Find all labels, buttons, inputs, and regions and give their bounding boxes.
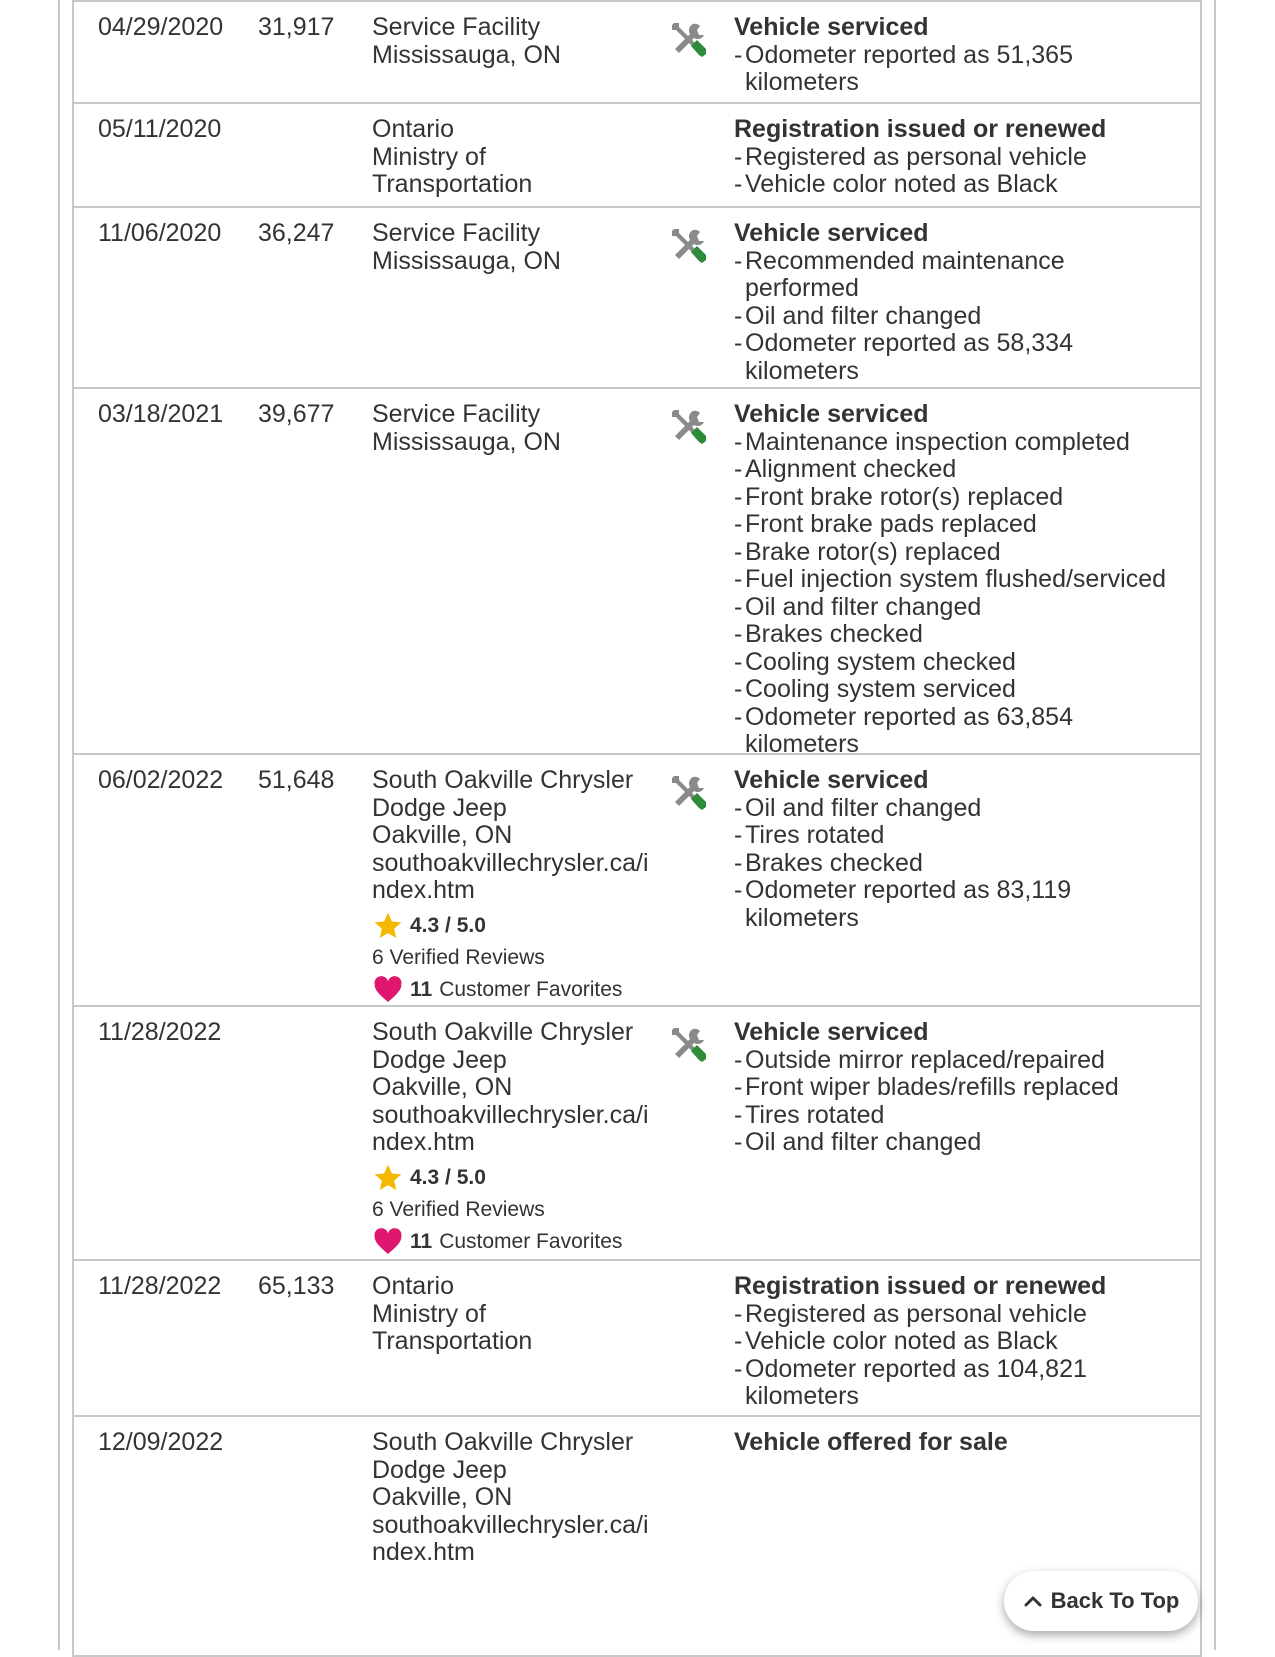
source-website-link[interactable]: southoakvillechrysler.ca/index.htm bbox=[372, 1510, 649, 1566]
record-detail-item: - Tires rotated bbox=[734, 1102, 1184, 1130]
record-detail-item: - Registered as personal vehicle bbox=[734, 144, 1184, 172]
source-line: South Oakville Chrysler Dodge Jeep bbox=[372, 1428, 634, 1484]
verified-reviews-link[interactable]: 6 Verified Reviews bbox=[372, 1197, 545, 1221]
rating-score: 4.3 / 5.0 bbox=[410, 913, 486, 937]
star-icon bbox=[372, 1162, 404, 1194]
record-detail-list bbox=[734, 144, 1184, 199]
record-detail-item: - Oil and filter changed bbox=[734, 303, 1184, 331]
record-source bbox=[372, 1019, 654, 1259]
source-line: Transportation bbox=[372, 170, 533, 198]
record-date: 04/29/2020 bbox=[98, 13, 224, 41]
source-line: Mississauga, ON bbox=[372, 246, 561, 275]
source-line: Mississauga, ON bbox=[372, 427, 561, 456]
record-detail-item: - Recommended maintenance performed bbox=[734, 248, 1184, 303]
record-source bbox=[372, 116, 654, 199]
history-record-row bbox=[74, 104, 1200, 208]
record-details bbox=[734, 14, 1184, 97]
record-odometer: 51,648 bbox=[258, 766, 335, 794]
customer-favorites[interactable] bbox=[372, 973, 654, 1007]
record-date: 06/02/2022 bbox=[98, 766, 224, 794]
record-details bbox=[734, 1273, 1184, 1411]
record-detail-item: - Front brake pads replaced bbox=[734, 511, 1184, 539]
back-to-top-button[interactable] bbox=[1004, 1571, 1198, 1631]
verified-reviews-link[interactable]: 6 Verified Reviews bbox=[372, 945, 545, 969]
record-source bbox=[372, 1429, 654, 1567]
record-odometer: 39,677 bbox=[258, 400, 335, 428]
record-detail-list bbox=[734, 429, 1184, 759]
record-details bbox=[734, 116, 1184, 199]
record-detail-item: - Brake rotor(s) replaced bbox=[734, 539, 1184, 567]
record-odometer: 65,133 bbox=[258, 1272, 335, 1300]
record-details bbox=[734, 401, 1184, 759]
source-line: Ontario bbox=[372, 1272, 454, 1300]
service-tools-icon bbox=[669, 20, 709, 60]
back-to-top-label: Back To Top bbox=[1050, 1588, 1180, 1613]
rating-score: 4.3 / 5.0 bbox=[410, 1165, 486, 1189]
record-event-title: Vehicle serviced bbox=[734, 1018, 929, 1046]
record-detail-item: - Registered as personal vehicle bbox=[734, 1301, 1184, 1329]
history-record-row bbox=[74, 0, 1200, 104]
record-event-title: Vehicle serviced bbox=[734, 219, 929, 247]
customer-favorites[interactable] bbox=[372, 1225, 654, 1259]
record-detail-item: - Outside mirror replaced/repaired bbox=[734, 1047, 1184, 1075]
history-record-row bbox=[74, 208, 1200, 389]
record-detail-item: - Brakes checked bbox=[734, 621, 1184, 649]
record-date: 03/18/2021 bbox=[98, 400, 224, 428]
record-detail-list bbox=[734, 795, 1184, 933]
record-odometer: 31,917 bbox=[258, 13, 335, 41]
record-detail-list bbox=[734, 1301, 1184, 1411]
record-detail-item: - Odometer reported as 104,821 kilometers bbox=[734, 1356, 1184, 1411]
record-detail-item: - Odometer reported as 58,334 kilometers bbox=[734, 330, 1184, 385]
record-detail-item: - Odometer reported as 51,365 kilometers bbox=[734, 42, 1184, 97]
source-line: Oakville, ON bbox=[372, 1073, 513, 1101]
source-line: Service Facility bbox=[372, 219, 541, 247]
history-record-row bbox=[74, 755, 1200, 1007]
record-event-title: Vehicle serviced bbox=[734, 400, 929, 428]
source-line: South Oakville Chrysler Dodge Jeep bbox=[372, 766, 634, 822]
source-line: Ministry of bbox=[372, 142, 486, 171]
record-detail-item: - Oil and filter changed bbox=[734, 594, 1184, 622]
record-detail-list bbox=[734, 42, 1184, 97]
record-detail-list bbox=[734, 248, 1184, 386]
service-tools-icon bbox=[669, 226, 709, 266]
service-tools-icon bbox=[669, 773, 709, 813]
record-detail-item: - Cooling system serviced bbox=[734, 676, 1184, 704]
source-line: Oakville, ON bbox=[372, 1483, 513, 1511]
record-source bbox=[372, 767, 654, 1007]
record-event-title: Registration issued or renewed bbox=[734, 115, 1107, 143]
record-detail-item: - Front wiper blades/refills replaced bbox=[734, 1074, 1184, 1102]
record-details bbox=[734, 220, 1184, 385]
heart-icon bbox=[372, 974, 404, 1006]
record-event-title: Vehicle serviced bbox=[734, 13, 929, 41]
service-tools-icon bbox=[669, 1025, 709, 1065]
record-detail-item: - Vehicle color noted as Black bbox=[734, 171, 1184, 199]
source-line: Mississauga, ON bbox=[372, 40, 561, 69]
history-record-row bbox=[74, 1007, 1200, 1261]
record-details bbox=[734, 1429, 1184, 1457]
record-detail-item: - Maintenance inspection completed bbox=[734, 429, 1184, 457]
record-detail-item: - Front brake rotor(s) replaced bbox=[734, 484, 1184, 512]
record-detail-item: - Fuel injection system flushed/serviced bbox=[734, 566, 1184, 594]
record-date: 11/06/2020 bbox=[98, 219, 222, 247]
record-detail-item: - Tires rotated bbox=[734, 822, 1184, 850]
history-record-row bbox=[74, 1261, 1200, 1417]
source-line: Oakville, ON bbox=[372, 821, 513, 849]
favorites-count: 11 bbox=[410, 977, 433, 1001]
source-line: Service Facility bbox=[372, 13, 541, 41]
record-detail-item: - Odometer reported as 63,854 kilometers bbox=[734, 704, 1184, 759]
history-record-row bbox=[74, 389, 1200, 758]
record-detail-item: - Alignment checked bbox=[734, 456, 1184, 484]
record-detail-list bbox=[734, 1047, 1184, 1157]
source-line: Transportation bbox=[372, 1327, 533, 1355]
record-detail-item: - Oil and filter changed bbox=[734, 1129, 1184, 1157]
dealer-rating[interactable] bbox=[372, 909, 654, 943]
source-line: Ontario bbox=[372, 115, 454, 143]
record-detail-item: - Brakes checked bbox=[734, 850, 1184, 878]
favorites-label: Customer Favorites bbox=[439, 1229, 623, 1253]
record-date: 12/09/2022 bbox=[98, 1428, 224, 1456]
favorites-label: Customer Favorites bbox=[439, 977, 623, 1001]
source-website-link[interactable]: southoakvillechrysler.ca/index.htm bbox=[372, 1100, 649, 1156]
service-tools-icon bbox=[669, 407, 709, 447]
source-line: Ministry of bbox=[372, 1299, 486, 1328]
record-details bbox=[734, 767, 1184, 932]
favorites-count: 11 bbox=[410, 1229, 433, 1253]
chevron-up-icon bbox=[1023, 1594, 1043, 1608]
record-event-title: Vehicle offered for sale bbox=[734, 1428, 1008, 1456]
vehicle-history-table bbox=[72, 0, 1202, 1657]
record-date: 11/28/2022 bbox=[98, 1272, 222, 1300]
record-detail-item: - Cooling system checked bbox=[734, 649, 1184, 677]
source-line: South Oakville Chrysler Dodge Jeep bbox=[372, 1018, 634, 1074]
dealer-rating[interactable] bbox=[372, 1161, 654, 1195]
record-source bbox=[372, 1273, 654, 1356]
record-event-title: Vehicle serviced bbox=[734, 766, 929, 794]
source-website-link[interactable]: southoakvillechrysler.ca/index.htm bbox=[372, 848, 649, 904]
record-date: 11/28/2022 bbox=[98, 1018, 222, 1046]
record-detail-item: - Vehicle color noted as Black bbox=[734, 1328, 1184, 1356]
record-source bbox=[372, 401, 654, 456]
heart-icon bbox=[372, 1226, 404, 1258]
record-details bbox=[734, 1019, 1184, 1157]
record-source bbox=[372, 220, 654, 275]
source-line: Service Facility bbox=[372, 400, 541, 428]
record-odometer: 36,247 bbox=[258, 219, 335, 247]
record-detail-item: - Oil and filter changed bbox=[734, 795, 1184, 823]
record-event-title: Registration issued or renewed bbox=[734, 1272, 1107, 1300]
record-date: 05/11/2020 bbox=[98, 115, 222, 143]
record-detail-item: - Odometer reported as 83,119 kilometers bbox=[734, 877, 1184, 932]
star-icon bbox=[372, 910, 404, 942]
record-source bbox=[372, 14, 654, 69]
